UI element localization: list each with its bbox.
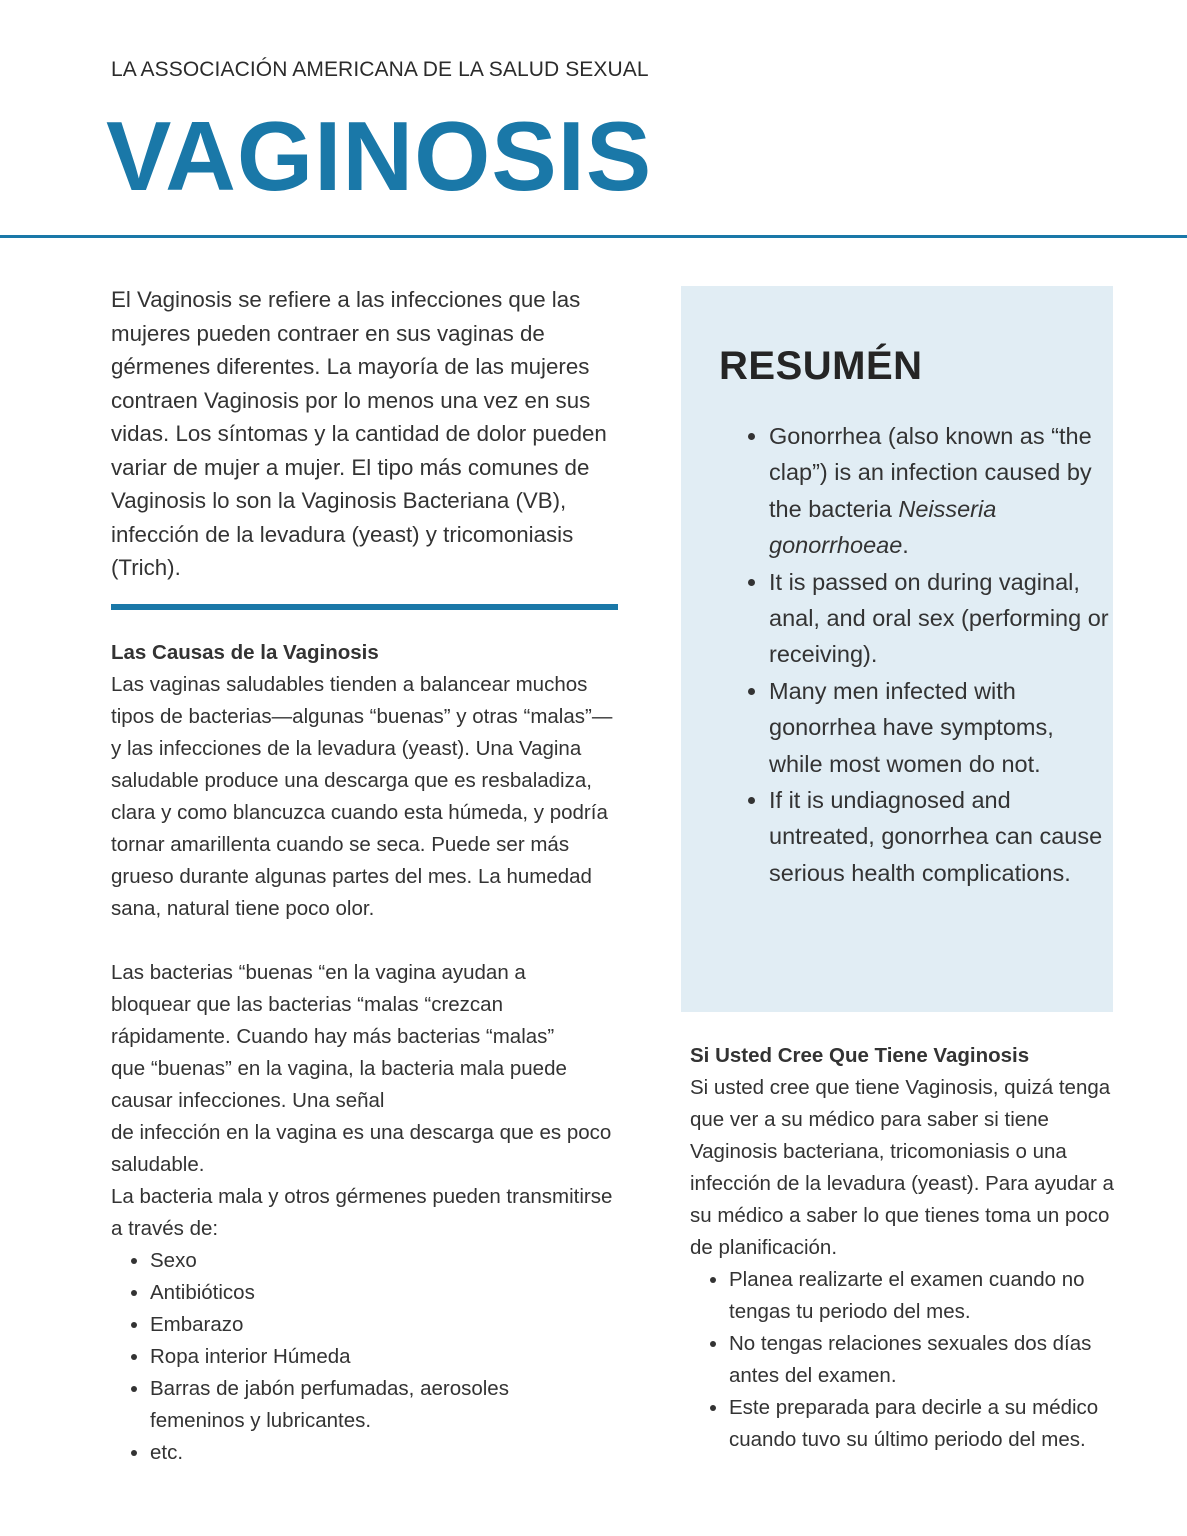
section-divider [111, 604, 618, 610]
header-divider [0, 235, 1187, 238]
list-item: • Ropa interior Húmeda [150, 1341, 621, 1373]
causes-list [111, 1245, 621, 1469]
list-item: • Barras de jabón perfumadas, aerosoles femeninos y lubricantes. [150, 1373, 550, 1437]
causes-paragraph-1: Las vaginas saludables tienden a balancear muchos tipos de bacterias—algunas “buenas” y otras “malas”—y las infecciones de la levadura (yeast). Una Vagina saludable produce una descarga que es resbaladiza, clara y como blancuzca cuando esta húmeda, y podría tornar amarillenta cuando se seca. Puede ser más grueso durante algunas partes del mes. La humedad sana, natural tiene poco olor. [111, 673, 613, 920]
page-title: VAGINOSIS [106, 101, 653, 211]
causes-paragraph-2b: de infección en la vagina es una descarga que es poco saludable. [111, 1121, 612, 1176]
list-item: • Sexo [150, 1245, 621, 1277]
causes-paragraph-3: La bacteria mala y otros gérmenes pueden transmitirse a través de: [111, 1185, 613, 1240]
causes-paragraph-2: Las bacterias “buenas “en la vagina ayudan a bloquear que las bacterias “malas “crezcan rápidamente. Cuando hay más bacterias “malas” que “buenas” en la vagina, la bacteria mala puede causar infecciones. Una señal [111, 961, 567, 1112]
organization-name: LA ASSOCIACIÓN AMERICANA DE LA SALUD SEXUAL [111, 58, 649, 81]
intro-section [111, 283, 621, 585]
list-item: • Gonorrhea (also known as “the clap”) is an infection caused by the bacteria Neisseria gonorrhoeae. [769, 418, 1109, 564]
list-item: • No tengas relaciones sexuales dos días antes del examen. [729, 1328, 1135, 1392]
list-item: • etc. [150, 1437, 621, 1469]
summary-heading: RESUMÉN [719, 344, 923, 388]
intro-paragraph: El Vaginosis se refiere a las infecciones que las mujeres pueden contraer en sus vaginas de gérmenes diferentes. La mayoría de las mujeres contraen Vaginosis por lo menos una vez en sus vidas. Los síntomas y la cantidad de dolor pueden variar de mujer a mujer. El tipo más comunes de Vaginosis lo son la Vaginosis Bacteriana (VB), infección de la levadura (yeast) y tricomoniasis (Trich). [111, 287, 607, 580]
preparation-list [690, 1264, 1135, 1456]
list-item: • Embarazo [150, 1309, 621, 1341]
if-you-think-paragraph: Si usted cree que tiene Vaginosis, quizá tenga que ver a su médico para saber si tiene Vaginosis bacteriana, tricomoniasis o una infección de la levadura (yeast). Para ayudar a su médico a saber lo que tienes toma un poco de planificación. [690, 1076, 1114, 1259]
if-you-think-section [690, 1040, 1135, 1456]
summary-list [729, 418, 1109, 891]
list-item: • Antibióticos [150, 1277, 621, 1309]
list-item: • It is passed on during vaginal, anal, and oral sex (performing or receiving). [769, 564, 1109, 673]
list-item: • Este preparada para decirle a su médico cuando tuvo su último periodo del mes. [729, 1392, 1135, 1456]
causes-heading: Las Causas de la Vaginosis [111, 641, 379, 664]
causes-section [111, 637, 621, 1469]
if-you-think-heading: Si Usted Cree Que Tiene Vaginosis [690, 1044, 1030, 1067]
list-item: • If it is undiagnosed and untreated, gonorrhea can cause serious health complications. [769, 782, 1109, 891]
bacteria-name: Neisseria gonorrhoeae [769, 495, 997, 559]
list-item: • Many men infected with gonorrhea have symptoms, while most women do not. [769, 673, 1109, 782]
summary-box [681, 286, 1113, 1012]
list-item: • Planea realizarte el examen cuando no tengas tu periodo del mes. [729, 1264, 1135, 1328]
